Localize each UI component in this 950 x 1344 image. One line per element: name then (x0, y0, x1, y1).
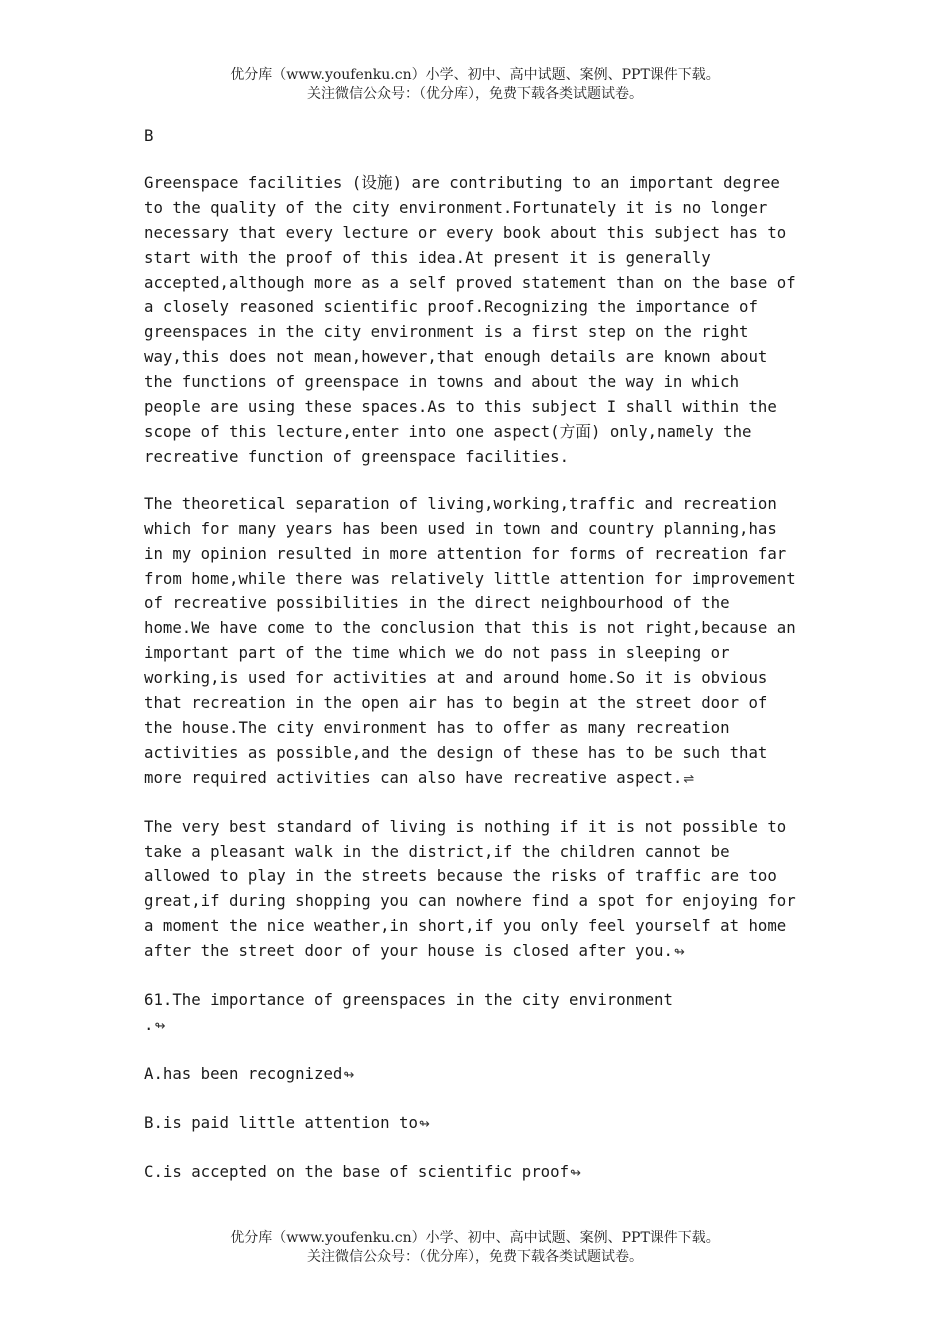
text-line: of recreative possibilities in the direct neighbourhood of the (144, 593, 730, 613)
header-line-2: 关注微信公众号：（优分库），免费下载各类试题试卷。 (307, 86, 643, 102)
text-line: Greenspace facilities (设施) are contributing to an important degree (144, 172, 780, 192)
text-line: more required activities can also have recreative aspect. (144, 767, 683, 787)
text-line: activities as possible,and the design of these has to be such that (144, 742, 768, 762)
text-line: The very best standard of living is nothing if it is not possible to (144, 816, 787, 836)
option-b: B.is paid little attention to↬ (144, 1112, 430, 1132)
document-content (144, 124, 812, 1209)
text-line: the house.The city environment has to offer as many recreation (144, 717, 730, 737)
text-line: the functions of greenspace in towns and about the way in which (144, 372, 740, 392)
text-line: greenspaces in the city environment is a first step on the right (144, 322, 749, 342)
question-stem: 61.The importance of greenspaces in the city environment (144, 990, 673, 1010)
footer-line-2: 关注微信公众号：（优分库），免费下载各类试题试卷。 (307, 1249, 643, 1265)
text-line: after the street door of your house is closed after you. (144, 941, 673, 961)
text-line-with-mark (144, 766, 812, 793)
paragraph-mark-icon: ↬ (418, 1116, 430, 1132)
text-line: The theoretical separation of living,working,traffic and recreation (144, 493, 777, 513)
paragraph-mark-icon: ↬ (673, 945, 685, 961)
text-line: great,if during shopping you can nowhere find a spot for enjoying for (144, 891, 796, 911)
text-line: scope of this lecture,enter into one aspect(方面) only,namely the (144, 421, 752, 441)
text-line: a closely reasoned scientific proof.Recognizing the importance of (144, 297, 758, 317)
text-line: people are using these spaces.As to this subject I shall within the (144, 397, 777, 417)
paragraph-mark-icon: ↬ (154, 1019, 166, 1034)
question-61 (144, 988, 812, 1040)
section-label: B (144, 126, 154, 145)
text-line-with-mark (144, 939, 812, 966)
text-line: that recreation in the open air has to begin at the street door of (144, 693, 768, 713)
text-line: a moment the nice weather,in short,if you only feel yourself at home (144, 916, 787, 936)
passage-paragraph-3 (144, 815, 812, 966)
header-line-1: 优分库（www.youfenku.cn）小学、初中、高中试题、案例、PPT课件下载。 (230, 67, 720, 83)
text-line: from home,while there was relatively little attention for improvement (144, 568, 796, 588)
passage-paragraph-2 (144, 492, 812, 793)
page-header (0, 66, 950, 104)
question-stem-blank: .↬ (144, 1015, 166, 1034)
option-c: C.is accepted on the base of scientific proof↬ (144, 1161, 581, 1181)
text-line: necessary that every lecture or every book about this subject has to (144, 222, 787, 242)
option-a: A.has been recognized↬ (144, 1063, 355, 1083)
text-line: take a pleasant walk in the district,if the children cannot be (144, 841, 730, 861)
paragraph-mark-icon: ⇌ (683, 771, 695, 787)
text-line: home.We have come to the conclusion that this is not right,because an (144, 618, 796, 638)
text-line: working,is used for activities at and around home.So it is obvious (144, 668, 768, 688)
text-line: in my opinion resulted in more attention for forms of recreation far (144, 543, 787, 563)
page-footer (0, 1229, 950, 1267)
text-line: recreative function of greenspace facilities. (144, 446, 570, 466)
text-line: way,this does not mean,however,that enough details are known about (144, 347, 768, 367)
text-line: allowed to play in the streets because the risks of traffic are too (144, 866, 777, 886)
text-line: to the quality of the city environment.Fortunately it is no longer (144, 197, 768, 217)
text-line: which for many years has been used in town and country planning,has (144, 518, 777, 538)
text-line: start with the proof of this idea.At present it is generally (144, 247, 711, 267)
paragraph-mark-icon: ↬ (343, 1067, 355, 1083)
text-line: important part of the time which we do not pass in sleeping or (144, 643, 730, 663)
passage-paragraph-1 (144, 171, 812, 470)
footer-line-1: 优分库（www.youfenku.cn）小学、初中、高中试题、案例、PPT课件下载。 (230, 1230, 720, 1246)
text-line: accepted,although more as a self proved statement than on the base of (144, 272, 796, 292)
paragraph-mark-icon: ↬ (570, 1165, 581, 1181)
